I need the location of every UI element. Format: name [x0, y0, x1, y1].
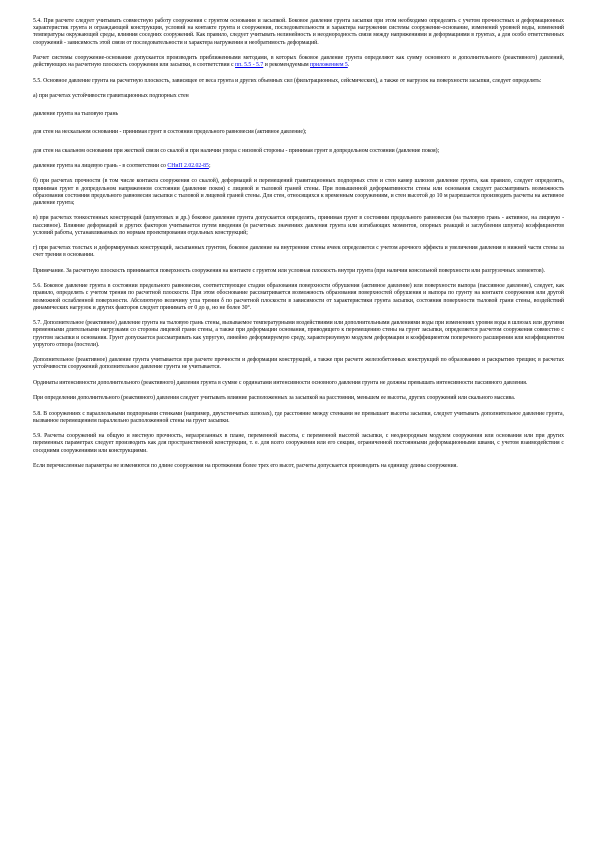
paragraph-5-8: 5.8. В сооружениях с параллельными подпорными стенками (например, двухстенчатых шлюзах), где расстояние между стенками не превышает высоты засыпки, следует учитывать дополнительное давление грунта, вызванное перемещением параллельно расположенной стены на грунт засыпки.	[33, 410, 564, 424]
paragraph-note: Примечание. За расчетную плоскость принимается поверхность сооружения на контакте с грунтом или условная плоскость внутри грунта (при наличии консольной поверхности или разгрузочных элементов).	[33, 267, 545, 274]
paragraph-text: и рекомендуемым	[263, 62, 311, 69]
paragraph-text: .	[347, 62, 350, 69]
link-appendix-5[interactable]: приложением 5	[310, 62, 348, 69]
paragraph-ordinates: Ординаты интенсивности дополнительного (реактивного) давления грунта в сумме с ординатами интенсивности основного давления грунта не должны превышать интенсивности пассивного давления.	[33, 379, 528, 386]
paragraph-adjacent-structures: При определении дополнительного (реактивного) давления следует учитывать влияние расположенных за засыпкой на расстоянии, меньшем ее высоты, других сооружений или скального массива.	[33, 395, 516, 402]
paragraph-approximate-methods	[33, 55, 564, 69]
paragraph-5-6: 5.6. Боковое давление грунта в состоянии предельного равновесия, соответствующее стадии образования поверхности обрушения (активное давление) или поверхности выпора (пассивное давление), следует, как правило, определять с учетом трения по расчетной плоскости. При этом обоснование рассматривается возможность образования поверхностей обрушения и выпора по грунту на контакте сооружения или другой возможной ослабленной поверхности. Абсолютную величину угла трения δ по расчетной плоскости в зависимости от характеристики грунта засыпки, состояния поверхности тыловой грани стены, воздействий динамических нагрузок и других факторов следует принимать от 0 до φ, но не более 30°.	[33, 283, 564, 311]
link-clauses-5-5-5-7[interactable]: пп. 5.5 - 5.7	[235, 62, 264, 69]
paragraph-5-7: 5.7. Дополнительное (реактивное) давление грунта на тыловую грань стены, вызываемое температурными воздействиями или дополнительными давлениями воды при изменениях уровня воды в шлюзах или другими временными длительными нагрузками со стороны лицевой грани стены, а также при деформации основания, приводящего к перемещению стены на грунт засыпки, определяется расчетом сооружения совместно с грунтом засыпки и основания. Грунт допускается рассматривать как упругую, линейно деформируемую среду, характеризуемую модулем деформации и коэффициентом поперечного расширения или коэффициентом упругого отпора (постели).	[33, 320, 564, 348]
paragraph-item-a: а) при расчетах устойчивости гравитационных подпорных стен	[33, 92, 189, 99]
paragraph-item-b: б) при расчетах прочности (в том числе контакта сооружения со скалой), деформаций и перемещений гравитационных подпорных стен и стен камер шлюзов давление грунта, как правило, следует определять, принимая грунт в допредельном напряженном состоянии (давление покоя) с лицевой и тыловой граней стены. При повышенной деформативности стены или основания следует рассматривать возможность образования состояния предельного равновесия засыпки с тыловой и лицевой граней стены. Для стен, относящихся к временным сооружениям, и стен высотой до 10 м разрешается производить расчеты на активное давление грунта;	[33, 178, 564, 206]
paragraph-reactive-pressure: Дополнительное (реактивное) давление грунта учитывается при расчете прочности и деформации конструкций, а также при расчете железобетонных конструкций по образованию и раскрытию трещин; в расчетах устойчивости сооружений дополнительное давление грунта не учитывается.	[33, 357, 564, 371]
paragraph-front-face	[33, 163, 564, 170]
paragraph-unit-length: Если перечисленные параметры не изменяются по длине сооружения на протяжении более трех его высот, расчеты допускается производить на единицу длины сооружения.	[33, 462, 458, 469]
paragraph-5-5: 5.5. Основное давление грунта на расчетную плоскость, зависящее от веса грунта и других объемных сил (фильтрационных, сейсмических), а также от нагрузок на поверхности засыпки, следует определять:	[33, 77, 542, 84]
paragraph-nonrock-base: для стен на нескальном основании - принимая грунт в состоянии предельного равновесия (активное давление);	[33, 129, 307, 136]
paragraph-rear-face: давление грунта на тыловую грань	[33, 111, 119, 118]
paragraph-text: ;	[208, 162, 211, 169]
paragraph-5-9: 5.9. Расчеты сооружений на общую и местную прочность, неразрезанных в плане, переменной высоты, с переменной высотой засыпки, с неоднородным модулем сооружения или основания или при других переменных параметрах следует производить как для пространственной конструкции, т. е. для всего сооружения или его секции, ограниченной постоянными деформационными швами, с учетом взаимодействия с соседними сооружениями или конструкциями.	[33, 433, 564, 454]
paragraph-item-g: г) при расчетах толстых и деформируемых конструкций, засыпанных грунтом, боковое давление на внутренние стены ячеек определяется с учетом арочного эффекта и увеличения давления в нижней части стены за счет трения в основании.	[33, 245, 564, 259]
paragraph-rock-base: для стен на скальном основании при жесткой связи со скалой и при наличии упора с низовой стороны - принимая грунт в допредельном состоянии (давление покоя);	[33, 147, 440, 154]
link-snip-2-02-02-85[interactable]: СНиП 2.02.02-85	[167, 162, 209, 169]
paragraph-text: Расчет системы сооружение-основание допускается производить приближенными методами, в которых боковое давление грунта определяют как сумму основного и дополнительного (реактивного) давлений, действующих на расчетную плоскость сооружения или засыпки, в соответствии с	[33, 55, 564, 69]
paragraph-text: давление грунта на лицевую грань - в соответствии со	[33, 162, 168, 169]
paragraph-5-4: 5.4. При расчете следует учитывать совместную работу сооружения с грунтом основания и засыпкой. Боковое давление грунта засыпки при этом необходимо определять с учетом прочностных и деформационных характеристик грунта и ограждающей конструкции, условий на контакте грунта и сооружения, последовательности и характера нагружения системы сооружение-основание, изменений уровней воды, изменений температуры окружающей среды, влияния соседних сооружений. Как правило, следует учитывать нелинейность и неоднородность связи между напряжениями и деформациями в грунтах, а для особо ответственных сооружений - зависимость этой связи от последовательности и характера нагружения и необратимость деформаций.	[33, 18, 564, 46]
paragraph-item-v: в) при расчетах тонкостенных конструкций (шпунтовых и др.) боковое давление грунта допускается определять, принимая грунт в состоянии предельного равновесия (на тыловую грань - активное, на лицевую - пассивное). Влияние деформаций и других факторов учитывается путем введения (в расчетных значениях давления грунта или изгибающих моментов, опорных реакций и заглубления шпунта) коэффициентов условий работы, устанавливаемых по нормам проектирования отдельных конструкций;	[33, 215, 564, 236]
